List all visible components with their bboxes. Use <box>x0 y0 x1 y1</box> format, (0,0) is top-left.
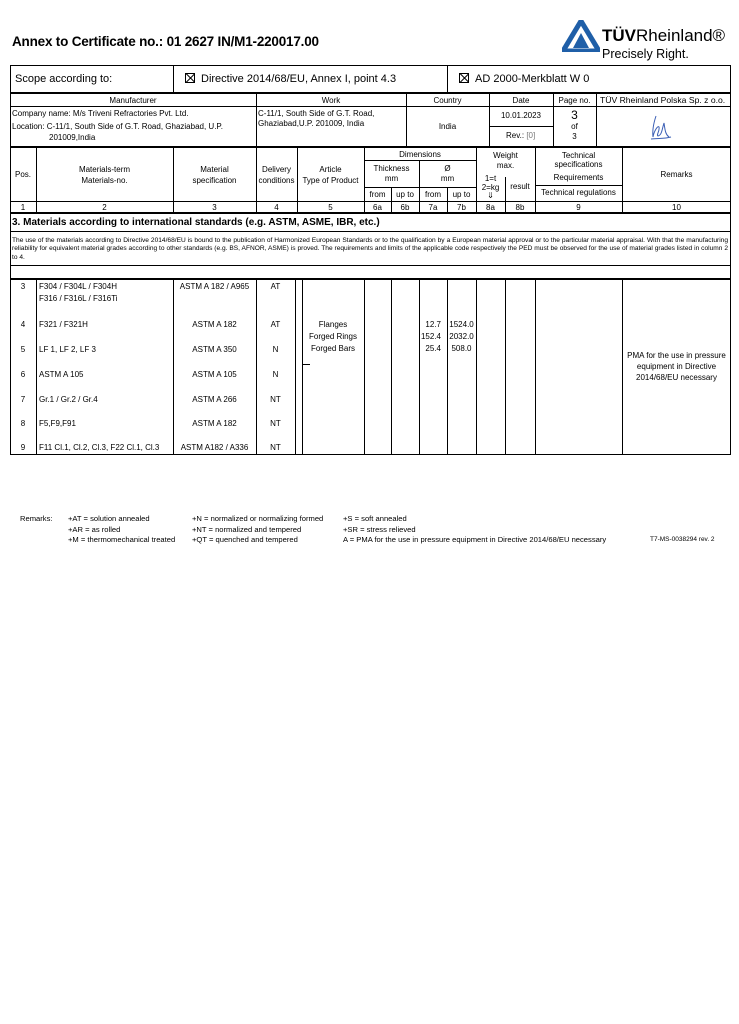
pma-remark-line: 2014/68/EU necessary <box>636 373 717 382</box>
row-material: ASTM A 105 <box>39 370 84 379</box>
row-material: F11 Cl.1, Cl.2, Cl.3, F22 Cl.1, Cl.3 <box>39 443 160 452</box>
row-spec: ASTM A 266 <box>192 395 237 404</box>
col-thickness-upto: up to <box>396 190 414 199</box>
signature <box>646 113 676 143</box>
product-type: Forged Bars <box>310 344 356 353</box>
remarks-col2: +N = normalized or normalizing formed +NT = normalized and tempered +QT = quenched and tempered <box>192 514 324 544</box>
col-technical-header-2: specifications <box>554 160 603 169</box>
row-pos: 9 <box>20 443 26 452</box>
diameter-upto: 2032.0 <box>449 332 474 341</box>
col-delivery-header: Delivery <box>262 165 291 174</box>
row-pos: 5 <box>20 345 26 354</box>
diameter-upto: 508.0 <box>451 344 472 353</box>
work-address-line2: Ghaziabad,U.P. 201009, India <box>258 119 365 128</box>
col-material-spec-header-2: specification <box>192 176 237 185</box>
col-number: 1 <box>20 203 26 212</box>
col-thickness-header: Thickness <box>373 164 410 173</box>
col-remarks-header: Remarks <box>660 170 693 179</box>
row-delivery: N <box>272 370 279 379</box>
row-material: F304 / F304L / F304H <box>39 282 117 291</box>
col-diameter-unit: mm <box>440 174 455 183</box>
document-code: T7-MS-0038294 rev. 2 <box>650 536 715 543</box>
work-address-line1: C-11/1, South Side of G.T. Road, <box>258 109 375 118</box>
product-type: Flanges <box>318 320 348 329</box>
row-delivery: AT <box>270 320 281 329</box>
row-pos: 7 <box>20 395 26 404</box>
product-type: Forged Rings <box>308 332 358 341</box>
annex-title: Annex to Certificate no.: 01 2627 IN/M1-220017.00 <box>12 34 319 49</box>
row-delivery: AT <box>270 282 281 291</box>
col-material-spec-header: Material <box>200 165 229 174</box>
col-pos-header: Pos. <box>14 170 31 179</box>
row-delivery: NT <box>270 419 281 428</box>
col-number: 6b <box>400 203 410 212</box>
row-spec: ASTM A182 / A336 <box>180 443 249 452</box>
col-number: 7b <box>457 203 466 212</box>
col-materials-no-header: Materials-no. <box>81 176 128 185</box>
date-value: 10.01.2023 <box>500 111 542 120</box>
row-material-2: F316 / F316L / F316Ti <box>39 294 118 303</box>
tuv-logo <box>560 20 730 66</box>
row-material: LF 1, LF 2, LF 3 <box>39 345 96 354</box>
page-no-header: Page no. <box>558 96 591 105</box>
logo-brand: TÜVRheinland® <box>602 26 726 45</box>
row-pos: 4 <box>20 320 26 329</box>
page-current: 3 <box>571 108 578 122</box>
section3-title: 3. Materials according to international standards (e.g. ASTM, ASME, IBR, etc.) <box>12 217 380 228</box>
row-spec: ASTM A 350 <box>192 345 237 354</box>
issuer-name: TÜV Rheinland Polska Sp. z o.o. <box>600 95 726 105</box>
diameter-from: 12.7 <box>425 320 441 329</box>
row-delivery: NT <box>270 395 281 404</box>
col-weight-unit-t: 1=t <box>484 174 497 183</box>
col-diameter-from: from <box>425 190 441 199</box>
revision: Rev.: [0] <box>506 131 536 140</box>
country-header: Country <box>433 96 462 105</box>
row-pos: 3 <box>20 282 26 291</box>
col-weight-max: max. <box>496 161 515 170</box>
col-technical-header: Technical <box>561 151 596 160</box>
col-thickness-from: from <box>369 190 386 199</box>
row-material: F5,F9,F91 <box>39 419 76 428</box>
col-number: 4 <box>274 203 279 212</box>
remarks-label: Remarks: <box>20 514 53 523</box>
col-diameter-upto: up to <box>452 190 471 199</box>
col-number: 3 <box>212 203 217 212</box>
col-article-header-2: Type of Product <box>302 176 359 185</box>
logo-slogan: Precisely Right. <box>602 47 689 61</box>
pma-remark-line: PMA for the use in pressure <box>627 351 726 360</box>
col-thickness-unit: mm <box>384 174 399 183</box>
col-number: 10 <box>672 203 681 212</box>
row-spec: ASTM A 182 <box>192 419 237 428</box>
row-spec: ASTM A 105 <box>192 370 237 379</box>
arrow-down-icon: ⇓ <box>487 191 494 200</box>
diameter-from: 25.4 <box>425 344 441 353</box>
col-weight-result: result <box>510 182 530 191</box>
col-number: 8a <box>486 203 495 212</box>
company-name: Company name: M/s Triveni Refractories Pvt. Ltd. <box>12 109 189 118</box>
scope-ad2000: AD 2000-Merkblatt W 0 <box>459 73 589 84</box>
col-weight-unit-kg: 2=kg <box>481 183 500 192</box>
page-of: of <box>571 122 578 131</box>
col-article-header: Article <box>319 165 342 174</box>
col-diameter-header: Ø <box>444 164 451 173</box>
col-delivery-header-2: conditions <box>258 176 295 185</box>
location-line1: Location: C-11/1, South Side of G.T. Road, Ghaziabad, U.P. <box>12 122 223 131</box>
col-number: 5 <box>328 203 333 212</box>
page-total: 3 <box>572 132 577 141</box>
col-dimensions-header: Dimensions <box>399 150 441 159</box>
section3-paragraph: The use of the materials according to Directive 2014/68/EU is bound to the publication of Harmonized European Standards or to the qualification by a European material approval or to the particular material appraisal. With that the manufacturing reliability for equivalent material grades according to other standards (e.g. BS, AFNOR, ASME) is proved. The requirements and limits of the applicable code respectively the PED must be observed for the use of material grades listed in column 2 to 4. <box>12 237 728 261</box>
row-material: Gr.1 / Gr.2 / Gr.4 <box>39 395 98 404</box>
diameter-from: 152.4 <box>420 332 441 341</box>
col-number: 9 <box>576 203 581 212</box>
col-number: 7a <box>428 203 438 212</box>
col-number: 8b <box>515 203 525 212</box>
diameter-upto: 1524.0 <box>449 320 474 329</box>
remarks-col3: +S = soft annealed +SR = stress relieved A = PMA for the use in pressure equipment in Directive 2014/68/EU necessary <box>343 514 607 544</box>
tuv-triangle-icon <box>562 20 600 52</box>
date-header: Date <box>512 96 530 105</box>
work-header: Work <box>321 96 341 105</box>
row-delivery: N <box>272 345 279 354</box>
country-value: India <box>438 122 457 131</box>
remarks-col1: +AT = solution annealed +AR = as rolled +M = thermomechanical treated <box>68 514 176 544</box>
location-line2: 201009,India <box>49 133 96 142</box>
row-spec: ASTM A 182 / A965 <box>179 282 250 291</box>
col-requirements-header: Requirements <box>553 173 604 182</box>
bracket-tick <box>302 364 310 365</box>
col-number: 2 <box>102 203 107 212</box>
checkbox-checked-icon <box>459 73 469 83</box>
row-spec: ASTM A 182 <box>192 320 237 329</box>
col-number: 6a <box>373 203 382 212</box>
row-pos: 6 <box>20 370 26 379</box>
checkbox-checked-icon <box>185 73 195 83</box>
col-weight-header: Weight <box>493 151 518 160</box>
col-materials-term-header: Materials-term <box>78 165 131 174</box>
row-delivery: NT <box>270 443 281 452</box>
col-technical-regulations-header: Technical regulations <box>541 188 616 197</box>
manufacturer-header: Manufacturer <box>109 96 157 105</box>
row-material: F321 / F321H <box>39 320 88 329</box>
pma-remark-line: equipment in Directive <box>636 362 717 371</box>
scope-label: Scope according to: <box>15 73 113 85</box>
row-pos: 8 <box>20 419 26 428</box>
scope-directive: Directive 2014/68/EU, Annex I, point 4.3 <box>185 73 396 84</box>
